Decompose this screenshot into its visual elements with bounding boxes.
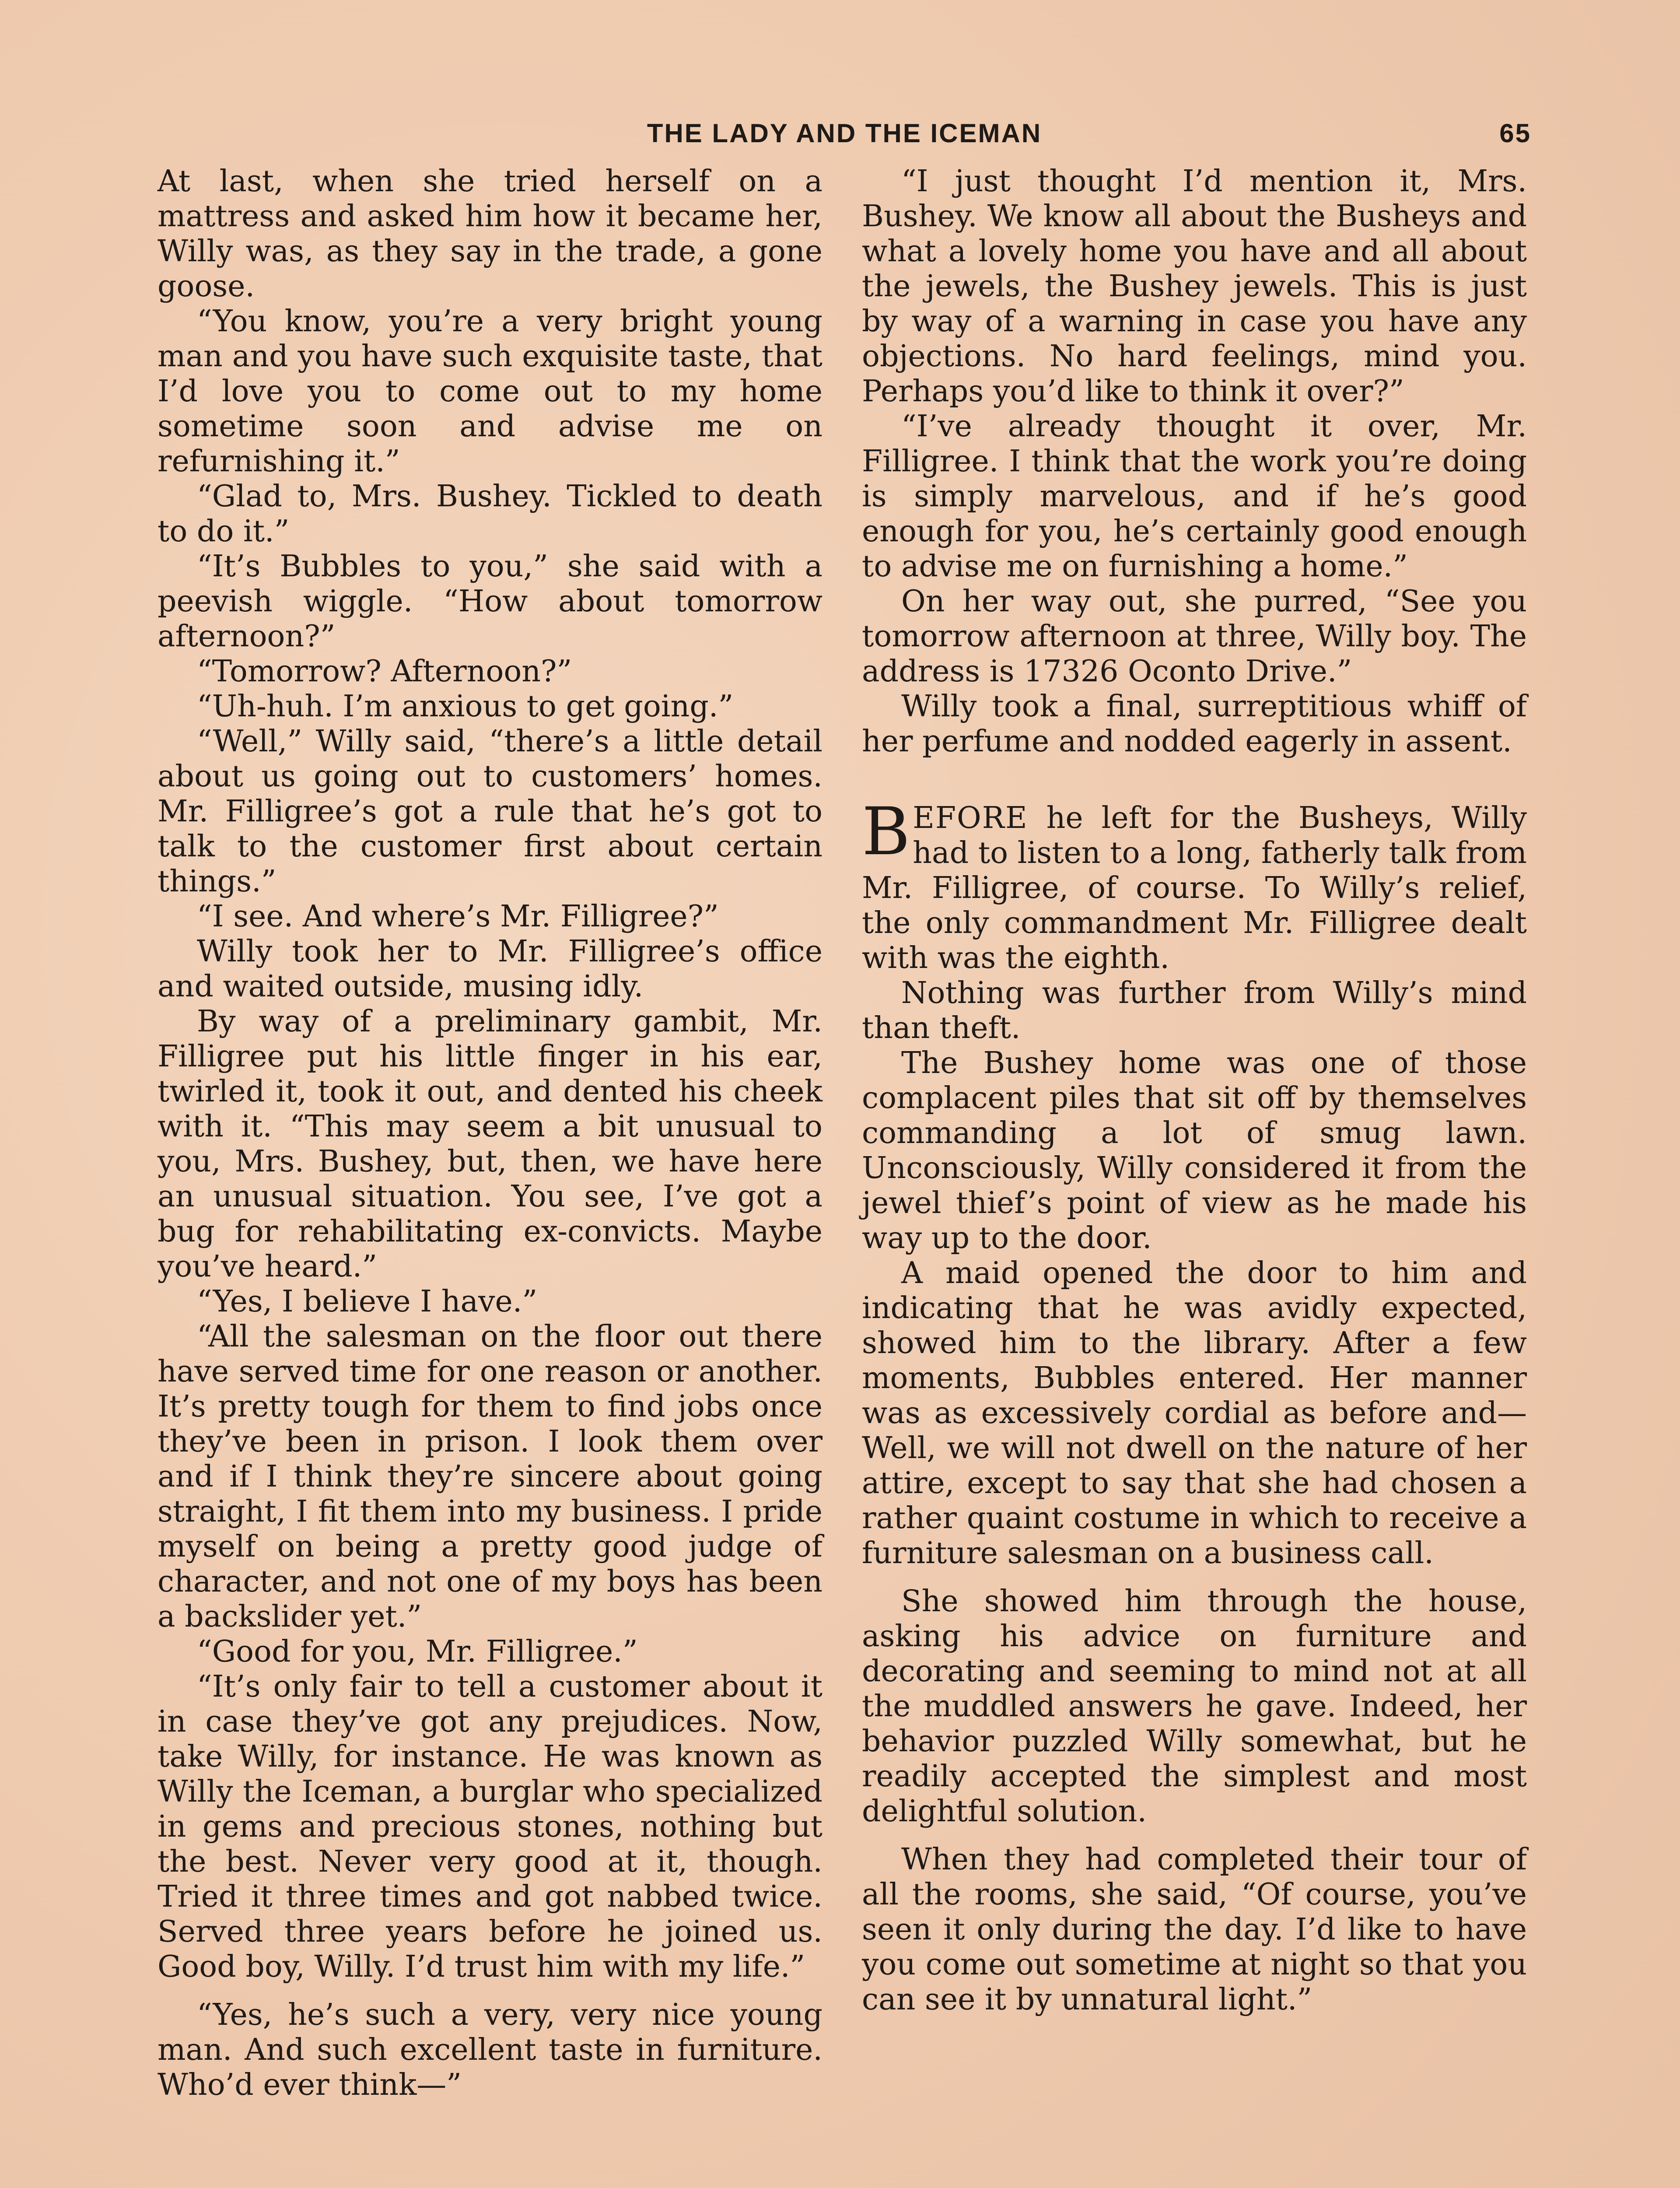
paragraph: “Uh-huh. I’m anxious to get going.” — [197, 689, 734, 724]
story-title: THE LADY AND THE ICEMAN — [647, 119, 1042, 148]
page-number: 65 — [1499, 119, 1531, 148]
paragraph: “It’s only fair to tell a customer about it in case they’ve got any prejudices. Now, take Willy, for instance. He was known as Willy the Iceman, a burglar who specialized in gems and precious stones, nothing but the best. Never very good at it, though. Tried it three times and got nabbed twice. Served three years before he joined us. Good boy, Willy. I’d trust him with my life.” — [158, 1669, 822, 1984]
paragraph: When they had completed their tour of all the rooms, she said, “Of course, you’ve seen it only during the day. I’d like to have you come out sometime at night so that you can see it by unnatural light.” — [862, 1842, 1527, 2017]
running-head — [158, 118, 1531, 153]
section-opening-paragraph — [862, 794, 1527, 976]
paragraph: At last, when she tried herself on a mattress and asked him how it became her, Willy was, as they say in the trade, a gone goose. — [158, 164, 822, 304]
paragraph: “I just thought I’d mention it, Mrs. Bushey. We know all about the Busheys and what a lovely home you have and all about the jewels, the Bushey jewels. This is just by way of a warning in case you have any objections. No hard feelings, mind you. Perhaps you’d like to think it over?” — [862, 164, 1527, 409]
drop-cap: B — [862, 794, 910, 870]
paragraph: “Good for you, Mr. Filligree.” — [197, 1634, 638, 1669]
paragraph: The Bushey home was one of those complacent piles that sit off by themselves commanding a lot of smug lawn. Unconsciously, Willy considered it from the jewel thief’s point of view as he made his way up to the door. — [862, 1046, 1527, 1255]
paragraph: “It’s Bubbles to you,” she said with a peevish wiggle. “How about tomorrow afternoon?” — [158, 549, 822, 654]
paragraph: A maid opened the door to him and indicating that he was avidly expected, showed him to the library. After a few moments, Bubbles entered. Her manner was as excessively cordial as before and— Well, we will not dwell on the nature of her attire, except to say that she had chosen a rather quaint costume in which to receive a furniture salesman on a business call. — [862, 1256, 1527, 1571]
paragraph: “You know, you’re a very bright young man and you have such exquisite taste, that I’d love you to come out to my home sometime soon and advise me on refurnishing it.” — [158, 304, 822, 479]
paragraph: She showed him through the house, asking his advice on furniture and decorating and seeming to mind not at all the muddled answers he gave. Indeed, her behavior puzzled Willy somewhat, but he readily accepted the simplest and most delightful solution. — [862, 1584, 1527, 1829]
paragraph: Nothing was further from Willy’s mind than theft. — [862, 976, 1527, 1045]
paragraph: On her way out, she purred, “See you tomorrow afternoon at three, Willy boy. The address is 17326 Oconto Drive.” — [862, 584, 1527, 689]
paragraph: “All the salesman on the floor out there have served time for one reason or another. It’s pretty tough for them to find jobs once they’ve been in prison. I look them over and if I think they’re sincere about going straight, I fit them into my business. I pride myself on being a pretty good judge of character, and not one of my boys has been a backslider yet.” — [158, 1319, 822, 1634]
paragraph: “Yes, he’s such a very, very nice young man. And such excellent taste in furniture. Who’d ever think—” — [158, 1998, 822, 2102]
paragraph: Willy took her to Mr. Filligree’s office and waited outside, musing idly. — [158, 934, 822, 1004]
right-column — [862, 164, 1527, 2017]
paragraph: “I see. And where’s Mr. Filligree?” — [197, 899, 719, 934]
paragraph: “Well,” Willy said, “there’s a little detail about us going out to customers’ homes. Mr. Filligree’s got a rule that he’s got to talk to the customer first about certain things.” — [158, 724, 822, 899]
paragraph: “Tomorrow? Afternoon?” — [197, 654, 572, 689]
paragraph: By way of a preliminary gambit, Mr. Filligree put his little finger in his ear, twirled it, took it out, and dented his cheek with it. “This may seem a bit unusual to you, Mrs. Bushey, but, then, we have here an unusual situation. You see, I’ve got a bug for rehabilitating ex-convicts. Maybe you’ve heard.” — [158, 1004, 822, 1284]
paragraph: “Glad to, Mrs. Bushey. Tickled to death to do it.” — [158, 479, 822, 549]
left-column — [158, 164, 822, 2103]
paragraph: “Yes, I believe I have.” — [197, 1284, 538, 1319]
paragraph: “I’ve already thought it over, Mr. Filligree. I think that the work you’re doing is simply marvelous, and if he’s good enough for you, he’s certainly good enough to advise me on furnishing a home.” — [862, 409, 1527, 584]
paragraph: Willy took a final, surreptitious whiff of her perfume and nodded eagerly in assent. — [862, 689, 1527, 759]
opening-text: he left for the Busheys, Willy had to listen to a long, fatherly talk from Mr. Filligree, of course. To Willy’s relief, the only commandment Mr. Filligree dealt with was the eighth. — [862, 801, 1527, 975]
lead-word: EFORE — [913, 801, 1028, 835]
